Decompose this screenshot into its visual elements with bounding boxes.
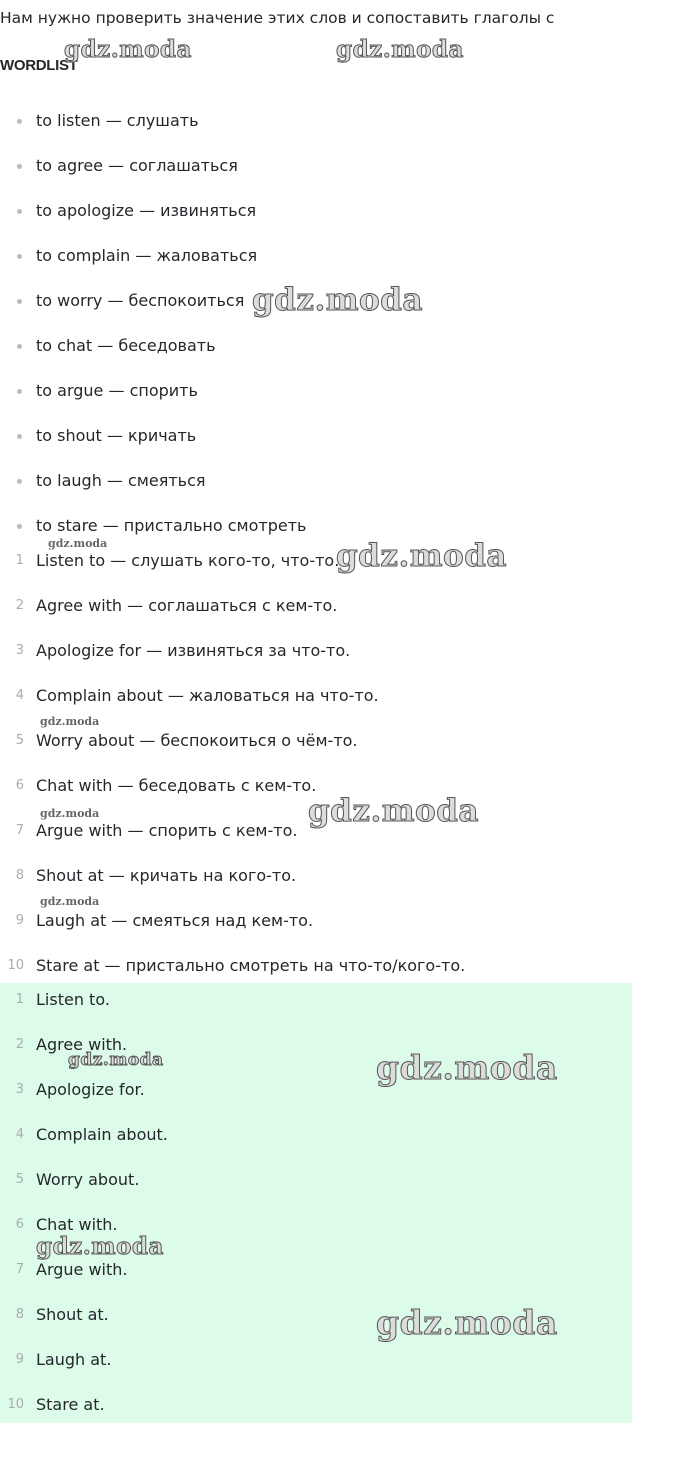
phrase-list bbox=[0, 546, 640, 996]
item-number: 2 bbox=[15, 598, 24, 613]
watermark: gdz.moda bbox=[68, 1050, 164, 1070]
item-text: Argue with. bbox=[36, 1260, 128, 1279]
item-text: Worry about — беспокоиться о чём-то. bbox=[36, 731, 358, 750]
list-item bbox=[0, 1165, 632, 1210]
list-item: to chat — беседовать bbox=[0, 331, 640, 376]
list-item bbox=[0, 771, 640, 816]
item-number: 9 bbox=[15, 1352, 24, 1367]
watermark: gdz.moda bbox=[48, 537, 108, 550]
watermark: gdz.moda bbox=[376, 1048, 558, 1087]
item-number: 9 bbox=[15, 913, 24, 928]
list-item: to worry — беспокоиться bbox=[0, 286, 640, 331]
item-number: 1 bbox=[15, 992, 24, 1007]
item-number: 2 bbox=[15, 1037, 24, 1052]
list-item: to agree — соглашаться bbox=[0, 151, 640, 196]
list-item: to complain — жаловаться bbox=[0, 241, 640, 286]
item-text: Agree with — соглашаться с кем-то. bbox=[36, 596, 338, 615]
wordlist bbox=[0, 106, 640, 556]
item-text: Shout at — кричать на кого-то. bbox=[36, 866, 297, 885]
item-number: 8 bbox=[15, 1307, 24, 1322]
item-number: 3 bbox=[15, 643, 24, 658]
item-text: Laugh at — смеяться над кем-то. bbox=[36, 911, 314, 930]
list-item bbox=[0, 1390, 632, 1435]
item-text: Apologize for — извиняться за что-то. bbox=[36, 641, 351, 660]
answer-list bbox=[0, 985, 632, 1435]
wordlist-heading: WORDLIST bbox=[0, 57, 78, 74]
item-text: Listen to — слушать кого-то, что-то. bbox=[36, 551, 340, 570]
item-number: 8 bbox=[15, 868, 24, 883]
list-item bbox=[0, 1030, 632, 1075]
item-number: 10 bbox=[7, 958, 24, 973]
item-number: 7 bbox=[15, 823, 24, 838]
watermark: gdz.moda bbox=[308, 793, 479, 829]
list-item bbox=[0, 591, 640, 636]
item-text: Argue with — спорить с кем-то. bbox=[36, 821, 298, 840]
item-text: Listen to. bbox=[36, 990, 110, 1009]
item-text: Worry about. bbox=[36, 1170, 140, 1189]
list-item: to argue — спорить bbox=[0, 376, 640, 421]
watermark: gdz.moda bbox=[64, 36, 192, 63]
list-item: to shout — кричать bbox=[0, 421, 640, 466]
list-item: to listen — слушать bbox=[0, 106, 640, 151]
list-item: to laugh — смеяться bbox=[0, 466, 640, 511]
list-item bbox=[0, 861, 640, 906]
item-number: 4 bbox=[15, 688, 24, 703]
item-text: Chat with. bbox=[36, 1215, 118, 1234]
item-text: Stare at — пристально смотреть на что-то/кого-то. bbox=[36, 956, 466, 975]
item-number: 3 bbox=[15, 1082, 24, 1097]
watermark: gdz.moda bbox=[376, 1303, 558, 1342]
list-item bbox=[0, 636, 640, 681]
item-number: 1 bbox=[15, 553, 24, 568]
list-item bbox=[0, 1300, 632, 1345]
intro-text: Нам нужно проверить значение этих слов и сопоставить глаголы с bbox=[0, 9, 555, 27]
watermark: gdz.moda bbox=[252, 282, 423, 318]
watermark: gdz.moda bbox=[336, 36, 464, 63]
item-text: Laugh at. bbox=[36, 1350, 112, 1369]
item-number: 6 bbox=[15, 778, 24, 793]
list-item bbox=[0, 726, 640, 771]
item-text: Apologize for. bbox=[36, 1080, 145, 1099]
item-text: Complain about. bbox=[36, 1125, 168, 1144]
item-text: Shout at. bbox=[36, 1305, 109, 1324]
watermark: gdz.moda bbox=[36, 1233, 164, 1260]
list-item bbox=[0, 1120, 632, 1165]
item-number: 4 bbox=[15, 1127, 24, 1142]
list-item bbox=[0, 1075, 632, 1120]
watermark: gdz.moda bbox=[40, 895, 100, 908]
item-text: Agree with. bbox=[36, 1035, 128, 1054]
list-item bbox=[0, 1345, 632, 1390]
item-number: 6 bbox=[15, 1217, 24, 1232]
item-text: Stare at. bbox=[36, 1395, 105, 1414]
list-item bbox=[0, 816, 640, 861]
list-item bbox=[0, 906, 640, 951]
item-number: 5 bbox=[15, 733, 24, 748]
list-item bbox=[0, 1255, 632, 1300]
list-item bbox=[0, 681, 640, 726]
list-item: to apologize — извиняться bbox=[0, 196, 640, 241]
list-item: to stare — пристально смотреть bbox=[0, 511, 640, 556]
list-item bbox=[0, 546, 640, 591]
watermark: gdz.moda bbox=[40, 715, 100, 728]
answer-box bbox=[0, 983, 632, 1423]
item-text: Complain about — жаловаться на что-то. bbox=[36, 686, 379, 705]
list-item bbox=[0, 1210, 632, 1255]
item-number: 5 bbox=[15, 1172, 24, 1187]
item-number: 7 bbox=[15, 1262, 24, 1277]
watermark: gdz.moda bbox=[336, 538, 507, 574]
item-text: Chat with — беседовать с кем-то. bbox=[36, 776, 317, 795]
list-item bbox=[0, 985, 632, 1030]
item-number: 10 bbox=[7, 1397, 24, 1412]
watermark: gdz.moda bbox=[40, 807, 100, 820]
